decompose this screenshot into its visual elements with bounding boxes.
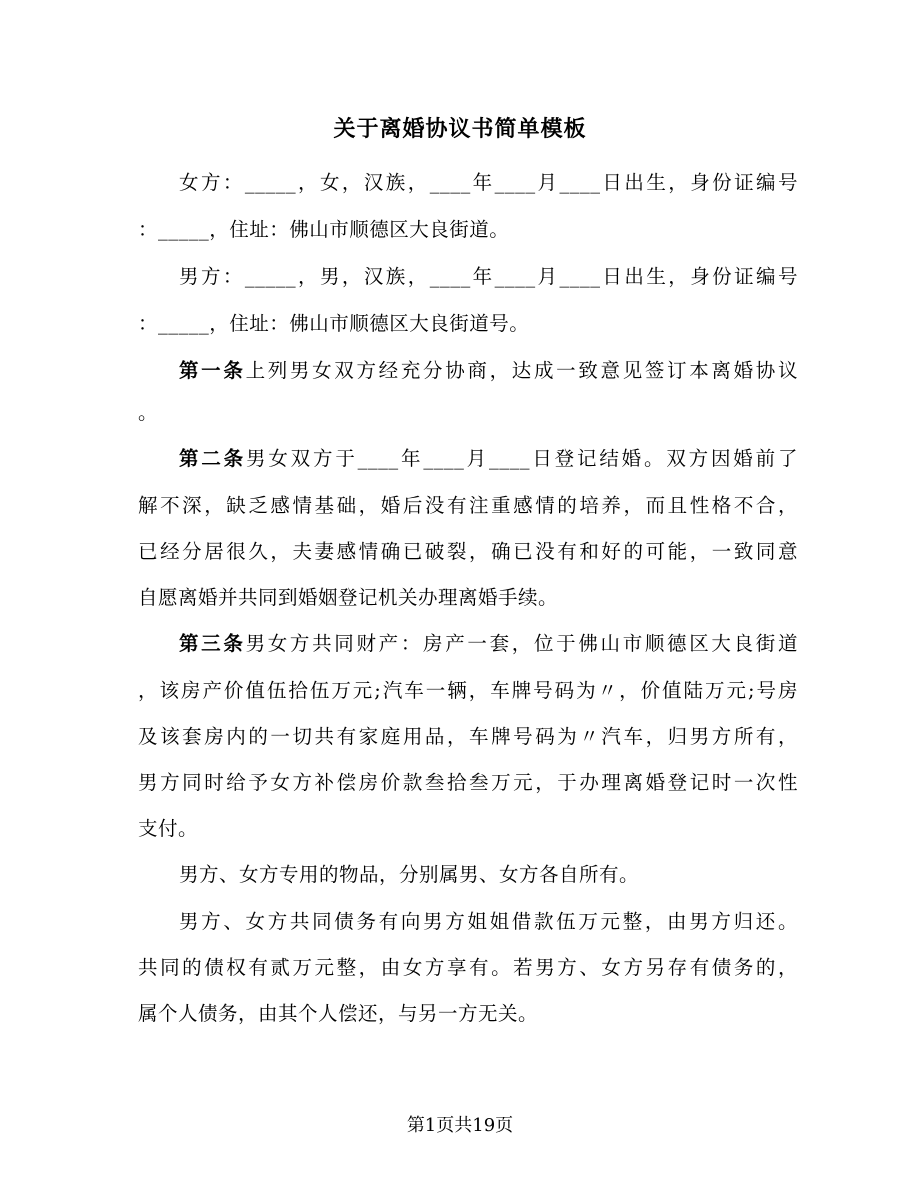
- paragraph-line: 支付。: [138, 817, 199, 840]
- paragraph-line: 男方、女方专用的物品，分别属男、女方各自所有。: [179, 863, 640, 886]
- paragraph-line: 男方同时给予女方补偿房价款叁拾叁万元，于办理离婚登记时一次性: [138, 771, 798, 794]
- paragraph-line: ：_____，住址：佛山市顺德区大良街道号。: [138, 312, 530, 335]
- page-number: 第1页共19页: [406, 1115, 514, 1136]
- article-text: 男女方共同财产：房产一套，位于佛山市顺德区大良街道: [245, 632, 798, 655]
- article-label: 第二条: [179, 447, 246, 470]
- article-3-line: [138, 628, 798, 656]
- article-label: 第三条: [179, 632, 246, 655]
- paragraph-line: 及该套房内的一切共有家庭用品，车牌号码为〃汽车，归男方所有，: [138, 725, 798, 748]
- paragraph-line: 男方、女方共同债务有向男方姐姐借款伍万元整，由男方归还。: [179, 910, 798, 933]
- paragraph-line: 自愿离婚并共同到婚姻登记机关办理离婚手续。: [138, 586, 559, 609]
- paragraph-line: 女方：_____，女，汉族，____年____月____日出生，身份证编号: [179, 171, 798, 194]
- article-text: 上列男女双方经充分协商，达成一致意见签订本离婚协议: [245, 359, 798, 382]
- document-title: 关于离婚协议书简单模板: [333, 116, 587, 142]
- article-1-line: [138, 355, 798, 383]
- paragraph-line: 共同的债权有贰万元整，由女方享有。若男方、女方另存有债务的，: [138, 956, 798, 979]
- article-2-line: [138, 443, 798, 471]
- paragraph-line: 解不深，缺乏感情基础，婚后没有注重感情的培养，而且性格不合，: [138, 494, 798, 517]
- paragraph-line: ，该房产价值伍拾伍万元;汽车一辆，车牌号码为〃，价值陆万元;号房: [138, 679, 798, 702]
- paragraph-line: 已经分居很久，夫妻感情确已破裂，确已没有和好的可能，一致同意: [138, 540, 798, 563]
- article-text: 男女双方于____年____月____日登记结婚。双方因婚前了: [246, 447, 798, 470]
- paragraph-line: 男方：_____，男，汉族，____年____月____日出生，身份证编号: [179, 265, 798, 288]
- paragraph-line: 。: [138, 401, 159, 424]
- paragraph-line: ：_____，住址：佛山市顺德区大良街道。: [138, 218, 510, 241]
- article-label: 第一条: [179, 359, 246, 382]
- paragraph-line: 属个人债务，由其个人偿还，与另一方无关。: [138, 1002, 539, 1025]
